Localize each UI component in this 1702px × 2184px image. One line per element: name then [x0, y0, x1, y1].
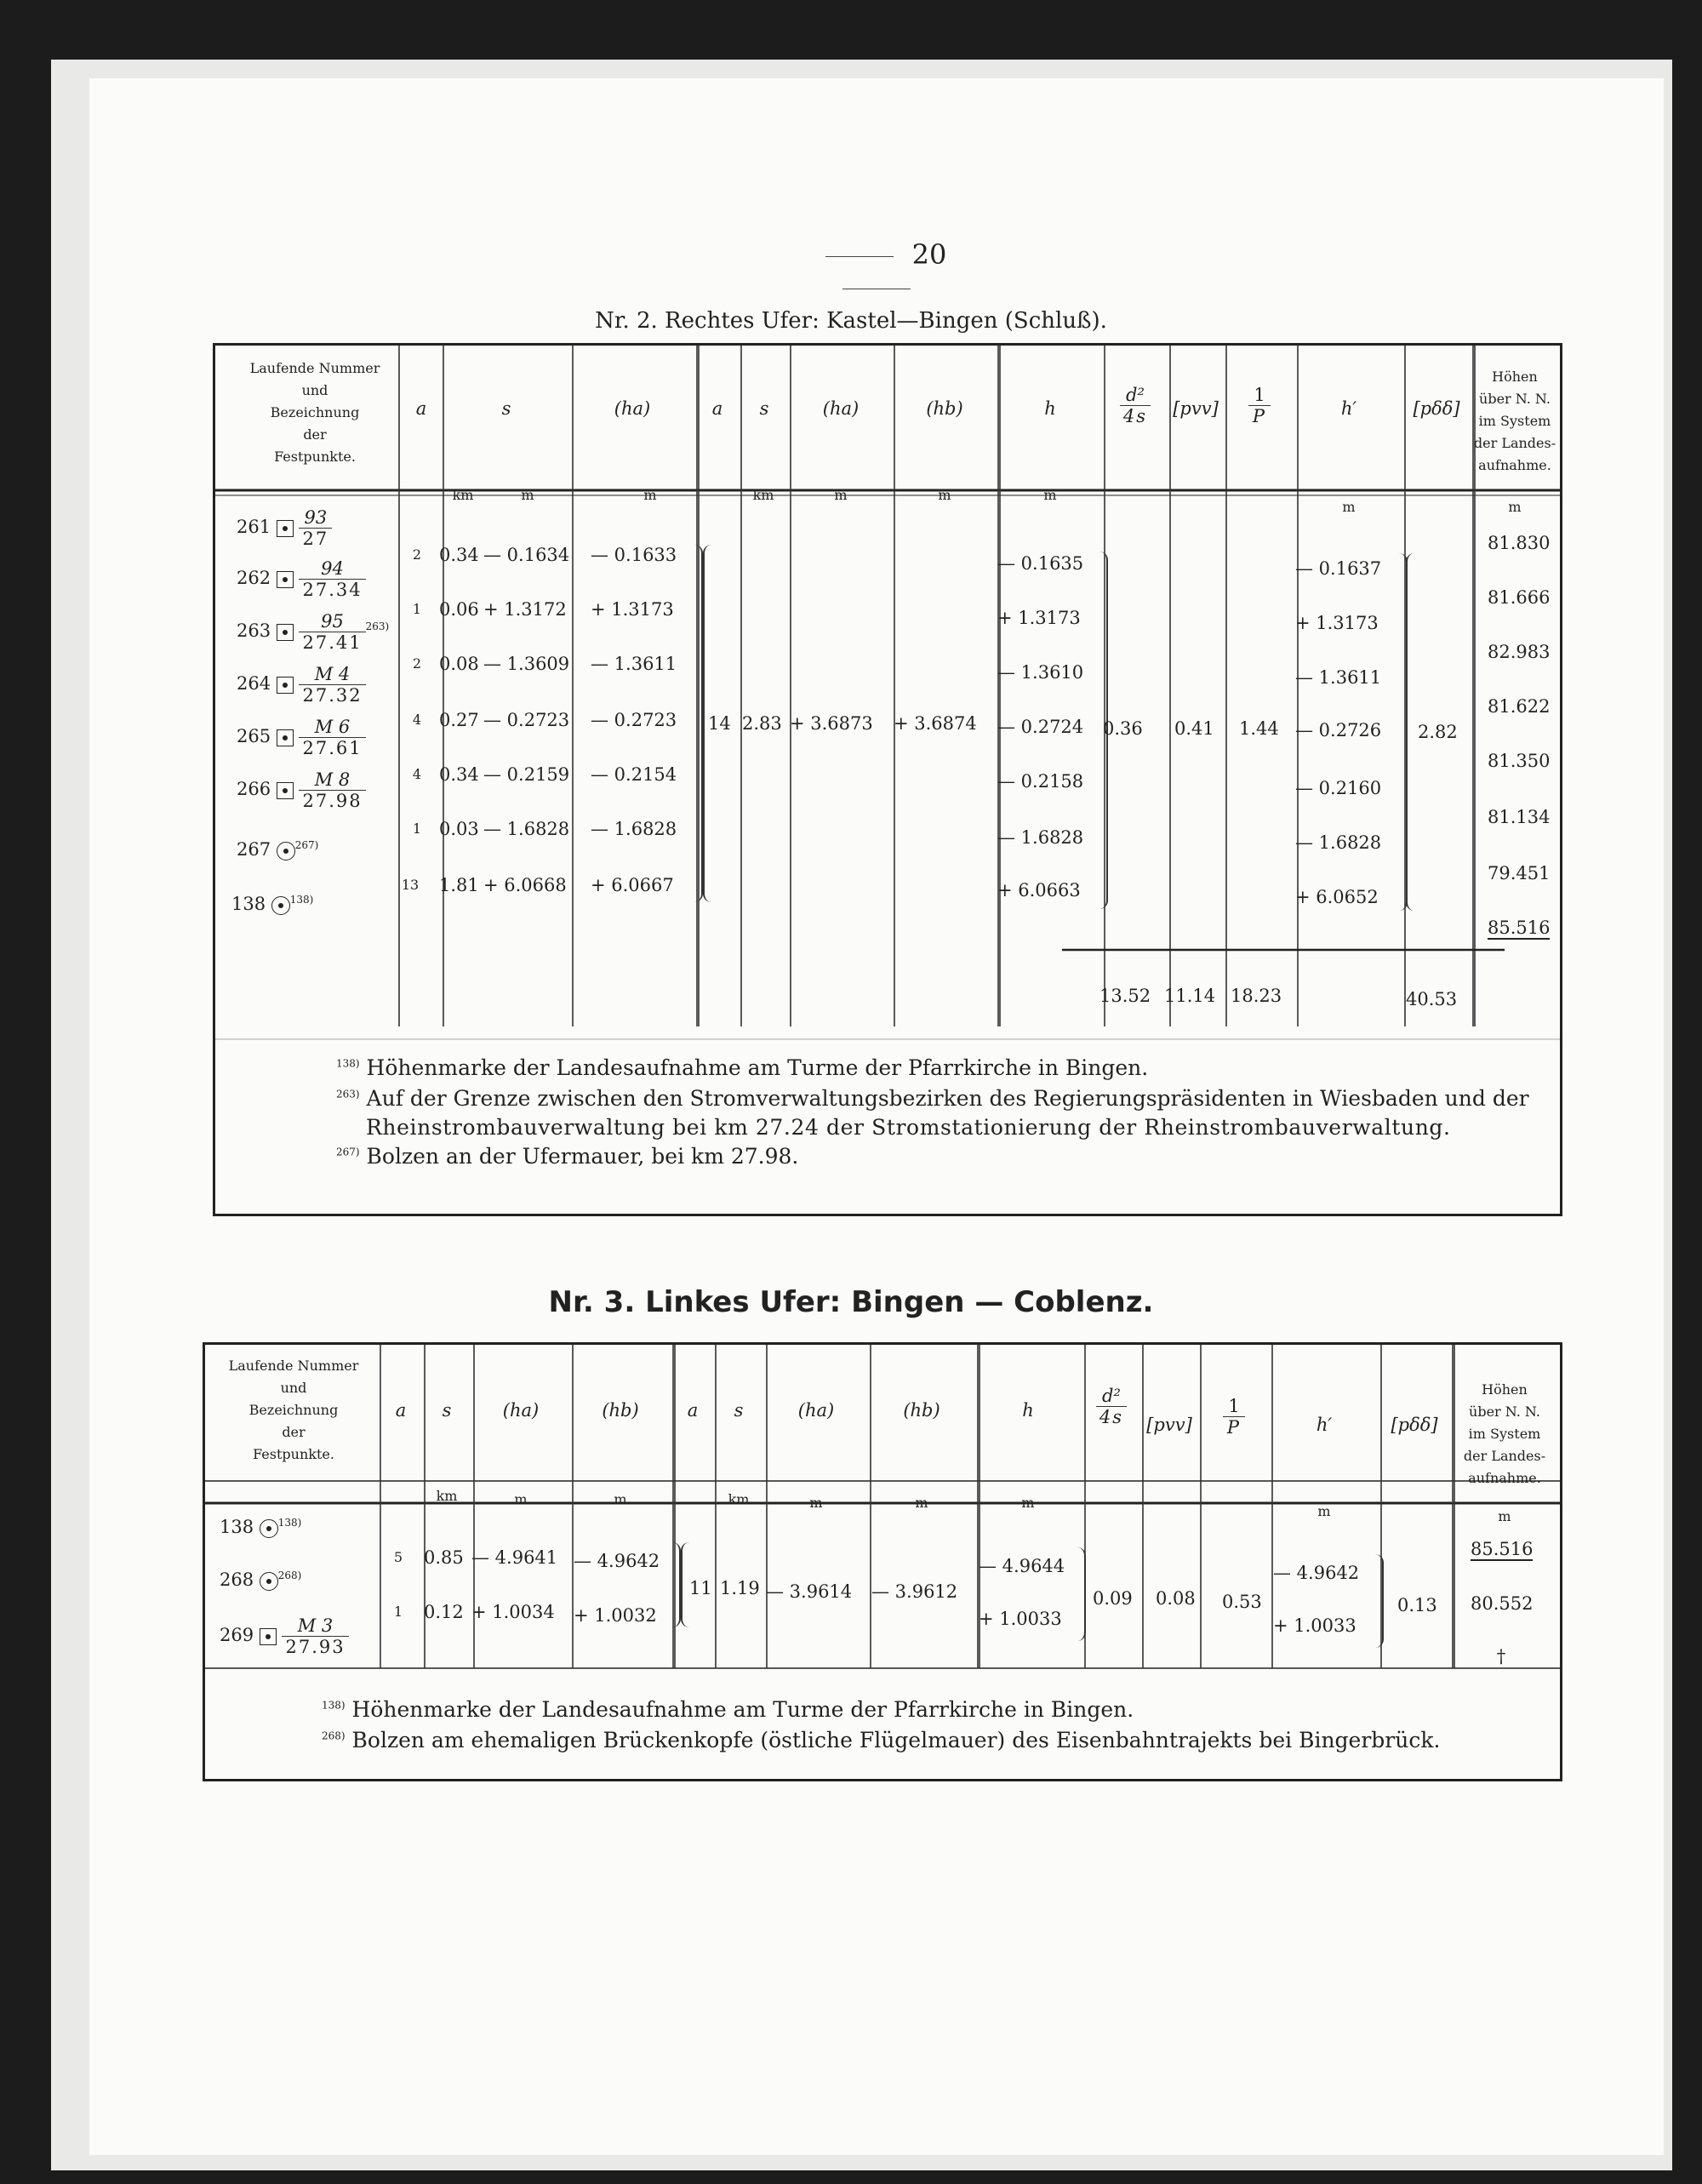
table2-brace-right-group: [681, 1542, 689, 1627]
table2-brace-left-group: [672, 1542, 681, 1627]
table1-height-8: 85.516: [1488, 918, 1551, 938]
table1-row1-s: 0.34: [439, 545, 479, 565]
table1-row3-s: 0.08: [439, 654, 479, 674]
table1-row7-h: + 6.0663: [997, 880, 1081, 900]
table1-point-267: 267 $^{267)}$: [237, 839, 319, 860]
table1-sum-pdd: 40.53: [1406, 989, 1458, 1009]
table2-footnote-1: $^{138)}$ Höhenmarke der Landesaufnahme am Turme der Pfarrkirche in Bingen.: [322, 1697, 1134, 1722]
table1-footnote-3: Rheinstrombauverwaltung bei km 27.24 der Stromstationierung der Rheinstrombauverwaltung.: [366, 1115, 1451, 1140]
table2-row2-a: 1: [393, 1604, 403, 1620]
table1-group-ha: + 3.6873: [790, 713, 873, 734]
table1-row2-hprime: + 1.3173: [1295, 613, 1379, 633]
table1-row4-ha: — 0.2723: [483, 710, 570, 730]
table1-row6-hprime: — 1.6828: [1295, 832, 1382, 853]
table2-header-festpunkte: Laufende Nummer und Bezeichnung der Festpunkte.: [228, 1358, 359, 1462]
table2-brace-hprime: [1375, 1554, 1384, 1648]
table2-group-pvv: 0.08: [1156, 1588, 1196, 1609]
table1-row5-ha: — 0.2159: [483, 764, 570, 785]
table1-footnote-1: $^{138)}$ Höhenmarke der Landesaufnahme am Turme der Pfarrkirche in Bingen.: [336, 1055, 1149, 1080]
table2-unit-ha1: m: [514, 1491, 528, 1507]
table1-group-d2: 0.36: [1103, 718, 1143, 739]
table1-unit-s1: km: [452, 487, 474, 503]
table1-row6-h: — 1.6828: [997, 827, 1084, 848]
table1-row7-ha: + 6.0668: [483, 875, 567, 895]
table2-title: Nr. 3. Linkes Ufer: Bingen — Coblenz.: [548, 1285, 1154, 1319]
table1-header-a2: a: [711, 398, 723, 419]
table2-footnote-2: $^{268)}$ Bolzen am ehemaligen Brückenkopfe (östliche Flügelmauer) des Eisenbahntrajekts bei Bingerbrück.: [322, 1728, 1441, 1752]
table1-row2-s: 0.06: [439, 599, 479, 620]
table2-height-1: 85.516: [1471, 1539, 1534, 1559]
table2-group-a: 11: [689, 1578, 712, 1598]
table1-point-266: 266 $\frac{M 8}{27.98}$: [237, 769, 366, 811]
table2-row1-s: 0.85: [424, 1547, 464, 1568]
table1-row4-hprime: — 0.2726: [1295, 720, 1382, 740]
table1-group-hb: + 3.6874: [894, 713, 977, 734]
table1-group-inv: 1.44: [1239, 718, 1279, 739]
table1-height-6: 81.134: [1488, 807, 1551, 827]
table2-group-pdd: 0.13: [1397, 1595, 1437, 1615]
table2-header-s1: s: [442, 1400, 452, 1421]
table2-unit-h: m: [1021, 1495, 1035, 1511]
table1-row5-hprime: — 0.2160: [1295, 778, 1382, 798]
table1-footnote-4: $^{267)}$ Bolzen an der Ufermauer, bei km 27.98.: [336, 1144, 799, 1169]
table2-unit-hb1: m: [614, 1491, 627, 1507]
table1-row7-a: 13: [401, 877, 420, 893]
table2-unit-hb2: m: [915, 1495, 928, 1511]
table1-row1-hb: — 0.1633: [591, 545, 677, 565]
table1-footnote-2: $^{263)}$ Auf der Grenze zwischen den Stromverwaltungsbezirken des Regierungspräsidenten in Wiesbaden und der: [336, 1086, 1529, 1111]
table2-group-inv: 0.53: [1222, 1592, 1262, 1612]
table2-header-pvv: [pvv]: [1146, 1415, 1192, 1435]
table1-header-s1: s: [501, 398, 511, 419]
table1-header-ha1: (ha): [614, 398, 651, 419]
table1-row3-ha: — 1.3609: [483, 654, 570, 674]
table1-group-pdd: 2.82: [1418, 722, 1458, 742]
table1-row3-hprime: — 1.3611: [1295, 667, 1382, 688]
table1-row7-hprime: + 6.0652: [1295, 887, 1379, 907]
table1-row1-h: — 0.1635: [997, 553, 1084, 574]
table1-row4-s: 0.27: [439, 710, 479, 730]
table2-header-a2: a: [687, 1400, 699, 1421]
table1-row1-hprime: — 0.1637: [1295, 558, 1382, 579]
table2-brace-h: [1077, 1547, 1086, 1641]
table1-row6-a: 1: [412, 820, 422, 837]
table1-row2-a: 1: [412, 601, 422, 617]
table1-title: Nr. 2. Rechtes Ufer: Kastel—Bingen (Schluß).: [595, 308, 1107, 334]
table1-point-262: 262 $\frac{94}{27.34}$: [237, 558, 366, 600]
table1-unit-ha1: m: [521, 487, 534, 503]
table2-header-pdd: [pδδ]: [1391, 1415, 1438, 1435]
table1-point-261: 261 $\frac{93}{27}$: [237, 507, 332, 549]
table2-height-3: †: [1496, 1646, 1506, 1667]
table1-point-263: 263 $\frac{95}{27.41}$ $^{263)}$: [237, 611, 390, 653]
table1-group-a: 14: [708, 713, 731, 734]
table1-point-138: 138 $^{138)}$: [231, 894, 314, 914]
table1-row5-a: 4: [412, 766, 422, 782]
table1-row4-h: — 0.2724: [997, 717, 1084, 737]
table1-row1-a: 2: [412, 546, 422, 563]
table1-header-hoehen: Höhen über N. N. im System der Landes- aufnahme.: [1473, 369, 1556, 473]
table2-header-ha1: (ha): [502, 1400, 540, 1421]
table2-header-hprime: h′: [1316, 1415, 1333, 1435]
table1-point-265: 265 $\frac{M 6}{27.61}$: [237, 717, 366, 758]
table2-header-hoehen: Höhen über N. N. im System der Landes- aufnahme.: [1463, 1381, 1546, 1486]
table1-header-hprime: h′: [1340, 398, 1357, 419]
table2-row1-h: — 4.9644: [979, 1556, 1065, 1576]
table2-row1-a: 5: [393, 1549, 403, 1565]
table2-height-2: 80.552: [1471, 1593, 1534, 1614]
table2-unit-s2: km: [728, 1491, 750, 1507]
table2-header-hb1: (hb): [602, 1400, 639, 1421]
table1-header-h: h: [1044, 398, 1056, 419]
table1-sum-d2: 13.52: [1099, 986, 1151, 1006]
table1-height-2: 81.666: [1488, 587, 1551, 608]
table1-height-3: 82.983: [1488, 642, 1551, 662]
table1-height-5: 81.350: [1488, 751, 1551, 771]
table2-group-s: 1.19: [720, 1578, 760, 1598]
table1-unit-hprime: m: [1342, 499, 1356, 515]
table1-row5-hb: — 0.2154: [591, 764, 677, 785]
table1-header-a1: a: [415, 398, 427, 419]
table2-row2-s: 0.12: [424, 1602, 464, 1622]
table1-row2-h: + 1.3173: [997, 608, 1081, 628]
table2-group-hb: — 3.9612: [871, 1581, 958, 1602]
table1-header-festpunkte: Laufende Nummer und Bezeichnung der Festpunkte.: [249, 360, 380, 465]
table1-row5-s: 0.34: [439, 764, 479, 785]
table2-header-inv-p: $\frac{1}{P}$: [1198, 1396, 1270, 1438]
table1-row4-hb: — 0.2723: [591, 710, 677, 730]
table2-header-a1: a: [395, 1400, 407, 1421]
table1-sum-pvv: 11.14: [1164, 986, 1216, 1006]
table1-row6-ha: — 1.6828: [483, 819, 570, 839]
table1-header-s2: s: [759, 398, 769, 419]
table2-header-s2: s: [734, 1400, 744, 1421]
table2-group-d2: 0.09: [1093, 1588, 1133, 1609]
table2-row1-hprime: — 4.9642: [1273, 1563, 1360, 1583]
table1-height-1: 81.830: [1488, 533, 1551, 553]
table1-row3-hb: — 1.3611: [591, 654, 677, 674]
table2-point-268: 268 $^{268)}$: [220, 1569, 302, 1590]
table1-header-ha2: (ha): [822, 398, 860, 419]
table2-row2-hb: + 1.0032: [574, 1605, 657, 1626]
table1-header-pvv: [pvv]: [1173, 398, 1219, 419]
table2-row1-ha: — 4.9641: [471, 1547, 558, 1568]
table1-row5-h: — 0.2158: [997, 771, 1084, 792]
table1-header-d2: $\frac{\text{d²}}{4s}$: [1103, 385, 1168, 426]
table2-row2-hprime: + 1.0033: [1273, 1615, 1356, 1636]
table2-header-hb2: (hb): [903, 1400, 940, 1421]
table2-row2-h: + 1.0033: [979, 1609, 1062, 1629]
table1-row6-s: 0.03: [439, 819, 479, 839]
table1-brace-left-group: [694, 545, 703, 902]
table2-row2-ha: + 1.0034: [471, 1602, 555, 1622]
table2-row1-hb: — 4.9642: [574, 1551, 660, 1571]
table1-sum-inv: 18.23: [1231, 986, 1282, 1006]
table1-row2-hb: + 1.3173: [591, 599, 674, 620]
table1-group-pvv: 0.41: [1174, 718, 1214, 739]
table1-row4-a: 4: [412, 712, 422, 728]
table2-unit-s1: km: [436, 1488, 458, 1504]
table2-group-ha: — 3.9614: [766, 1581, 853, 1602]
table1-header-hb2: (hb): [926, 398, 963, 419]
table1-unit-s2: km: [752, 487, 774, 503]
table2-header-ha2: (ha): [797, 1400, 835, 1421]
table1-unit-hb1: m: [643, 487, 657, 503]
table1-row3-a: 2: [412, 655, 422, 672]
table1-height-4: 81.622: [1488, 696, 1551, 717]
table1-header-pdd: [pδδ]: [1413, 398, 1460, 419]
table2-unit-ha2: m: [809, 1495, 823, 1511]
table2-unit-hprime: m: [1317, 1503, 1331, 1519]
table1-unit-h: m: [1043, 487, 1057, 503]
table2-header-d2: $\frac{\text{d²}}{4s}$: [1082, 1386, 1140, 1427]
table1-row7-hb: + 6.0667: [591, 875, 674, 895]
table1-row3-h: — 1.3610: [997, 662, 1084, 683]
table1-unit-hoehen: m: [1508, 499, 1522, 515]
table2-unit-hoehen: m: [1498, 1508, 1511, 1524]
table1-brace-pdd: [1406, 553, 1414, 911]
table1-row1-ha: — 0.1634: [483, 545, 570, 565]
table1-unit-hb2: m: [938, 487, 951, 503]
table1-height-7: 79.451: [1488, 863, 1551, 883]
table1-header-inv-p: $\frac{1}{P}$: [1224, 385, 1295, 426]
table1-group-s: 2.83: [742, 713, 782, 734]
table2-point-269: 269 $\frac{M 3}{27.93}$: [220, 1615, 349, 1657]
table1-row6-hb: — 1.6828: [591, 819, 677, 839]
table1-unit-ha2: m: [834, 487, 848, 503]
table1-point-264: 264 $\frac{M 4}{27.32}$: [237, 664, 366, 706]
table1-row7-s: 1.81: [439, 875, 479, 895]
table2-header-h: h: [1022, 1400, 1034, 1421]
page-number: 20: [791, 238, 962, 303]
table1-row2-ha: + 1.3172: [483, 599, 567, 620]
table2-point-138: 138 $^{138)}$: [220, 1517, 302, 1537]
